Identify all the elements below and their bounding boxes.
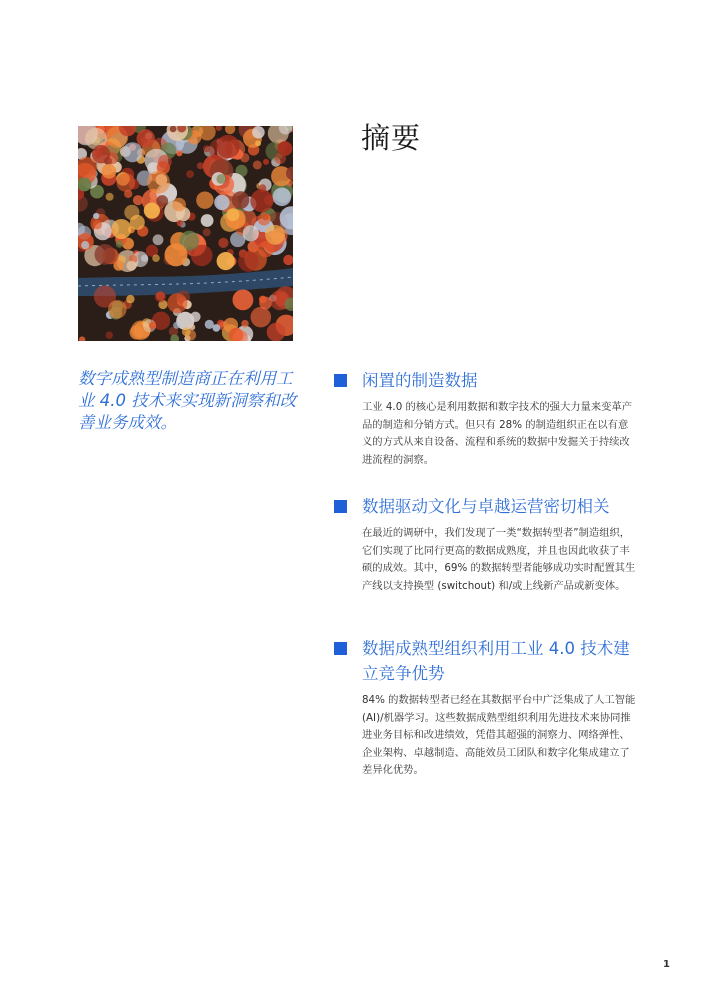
- section-title: 数据成熟型组织利用工业 4.0 技术建立竞争优势: [362, 639, 630, 683]
- pull-quote: 数字成熟型制造商正在利用工业 4.0 技术来实现新洞察和改善业务成效。: [78, 369, 297, 432]
- section-marker-icon: [334, 374, 347, 387]
- section-marker-icon: [334, 500, 347, 513]
- autumn-forest-aerial-photo: [78, 126, 293, 341]
- section-body: 在最近的调研中，我们发现了一类“数据转型者”制造组织，它们实现了比同行更高的数据成熟度，并且也因此收获了丰硕的成效。其中，69% 的数据转型者能够成功实时配置其生产线以支持换型 (switchout) 和/或上线新产品或新变体。: [362, 527, 636, 592]
- section-marker-icon: [334, 642, 347, 655]
- section-body: 84% 的数据转型者已经在其数据平台中广泛集成了人工智能 (AI)/机器学习。这些数据成熟型组织利用先进技术来协同推进业务目标和改进绩效，凭借其超强的洞察力、网络弹性、企业架构、卓越制造、高能效员工团队和数字化集成建立了差异化优势。: [362, 694, 636, 776]
- section-body: 工业 4.0 的核心是利用数据和数字技术的强大力量来变革产品的制造和分销方式。但只有 28% 的制造组织正在以有意义的方式从来自设备、流程和系统的数据中发掘关于持续改进流程的洞察。: [362, 401, 633, 466]
- page-number: 1: [663, 959, 670, 970]
- section-title: 闲置的制造数据: [362, 371, 478, 390]
- section-title: 数据驱动文化与卓越运营密切相关: [362, 497, 610, 516]
- section-data-culture: [334, 494, 634, 595]
- section-competitive-advantage: [334, 636, 634, 780]
- hero-image: [78, 126, 293, 341]
- page-title: 摘要: [361, 121, 422, 155]
- section-idle-data: [334, 368, 634, 469]
